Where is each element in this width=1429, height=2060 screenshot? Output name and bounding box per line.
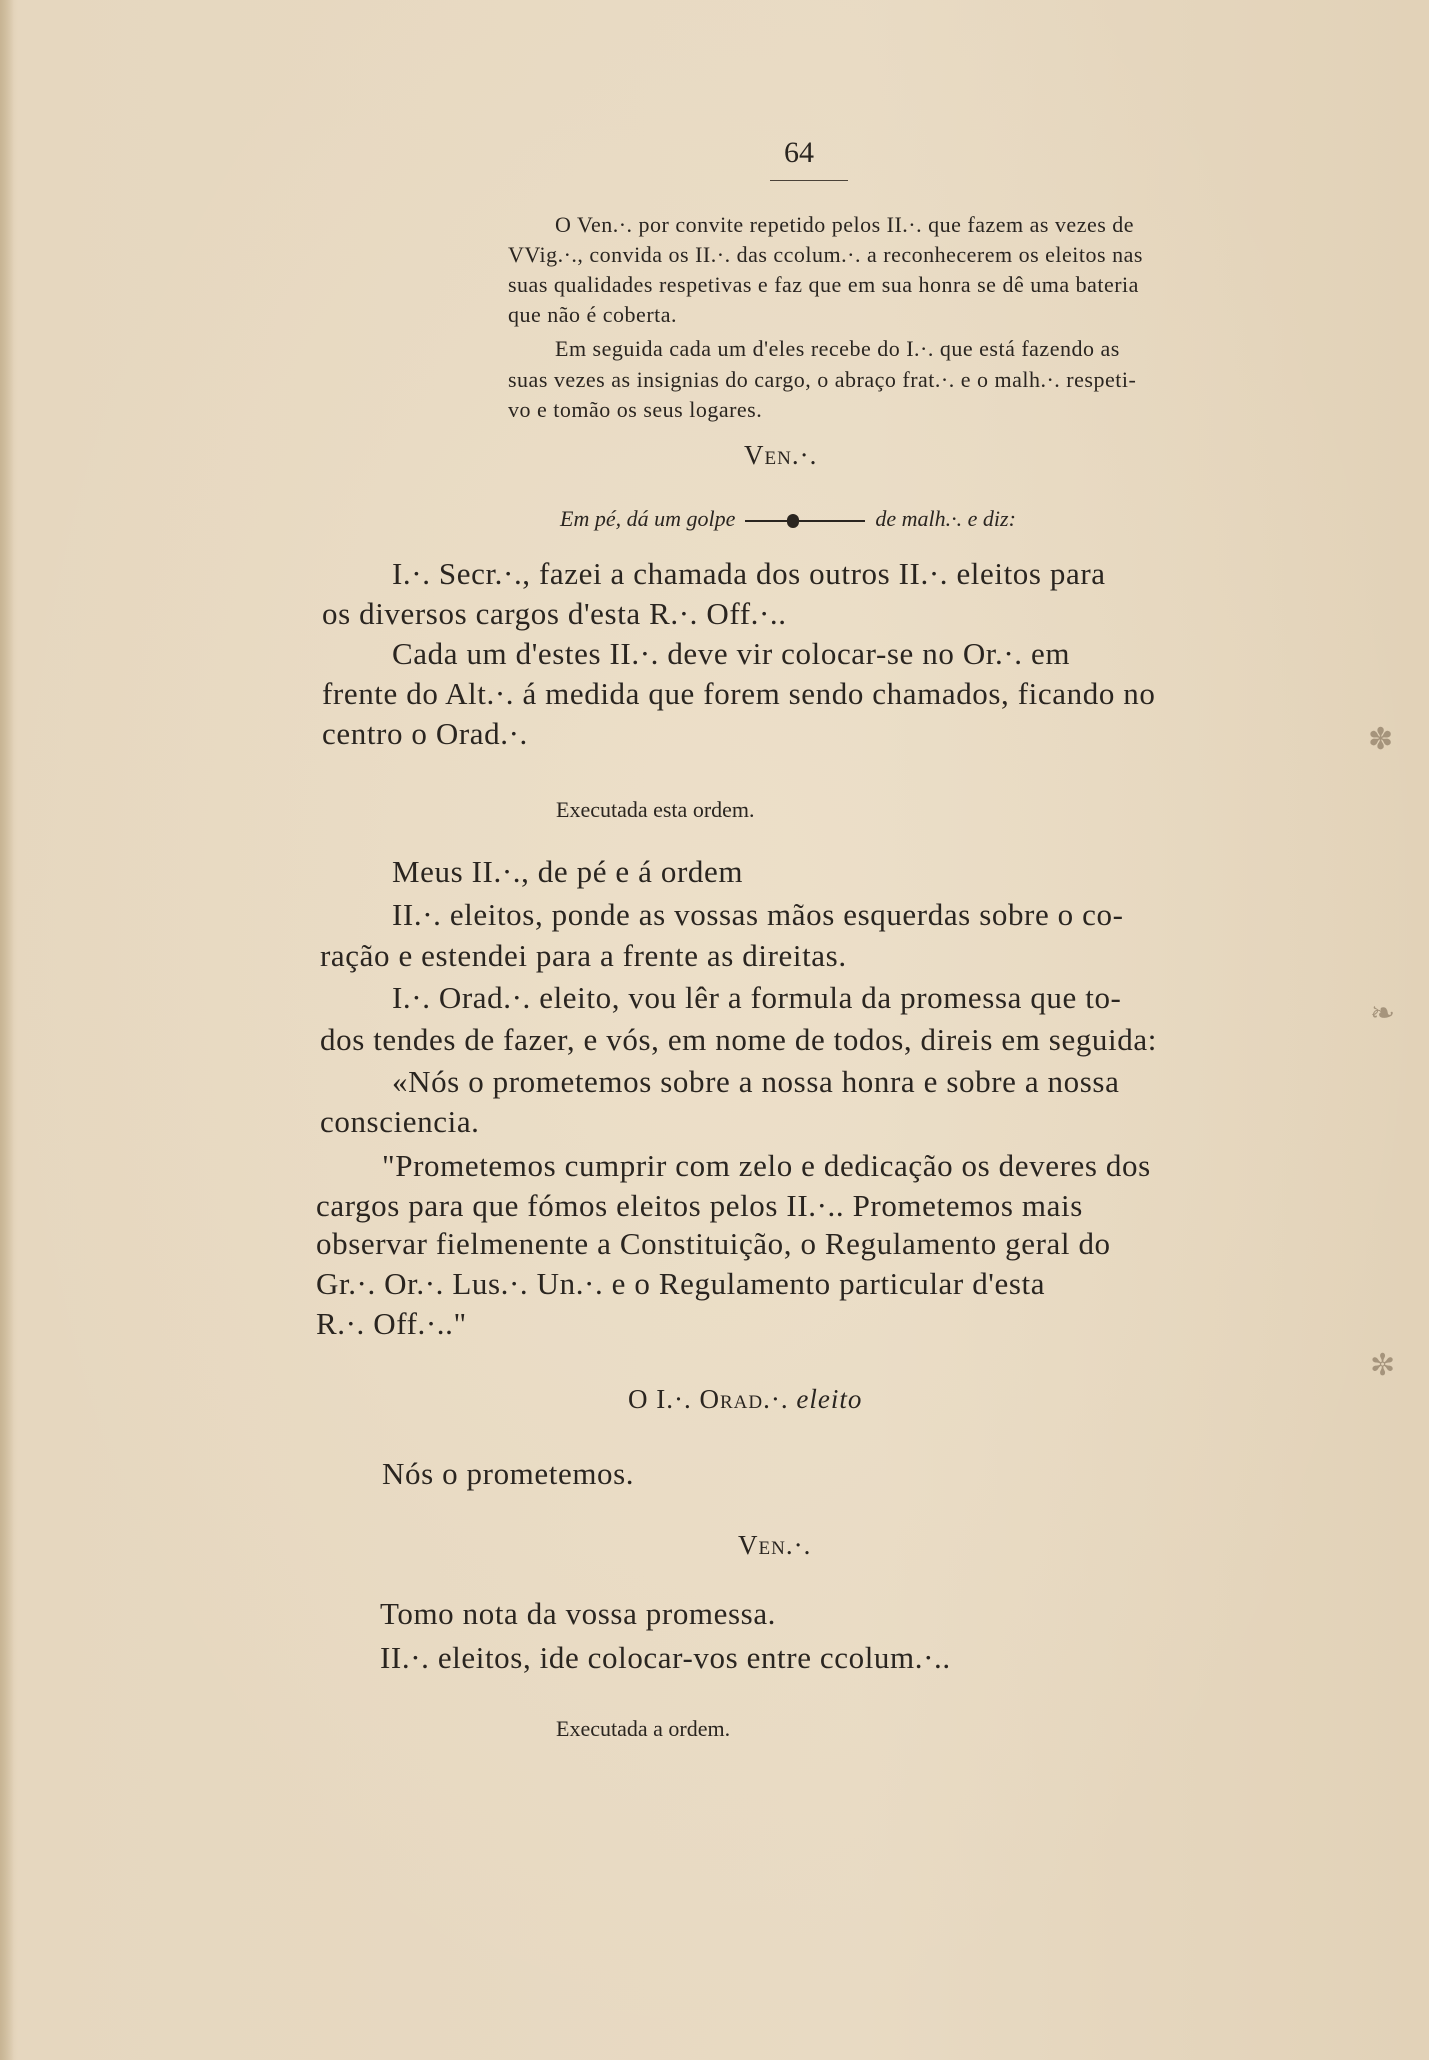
- stage-direction: Executada a ordem.: [556, 1716, 731, 1741]
- text-line: frente do Alt.·. á medida que forem sendo chamados, ficando no: [322, 676, 1156, 711]
- text-line: R.·. Off.·..": [316, 1306, 467, 1341]
- speaker-heading: Ven.·.: [744, 440, 818, 470]
- text-line: Gr.·. Or.·. Lus.·. Un.·. e o Regulamento particular d'esta: [316, 1266, 1046, 1301]
- text-line: que não é coberta.: [508, 302, 678, 327]
- text-line: VVig.·., convida os II.·. das ccolum.·. a reconhecerem os eleitos nas: [508, 242, 1143, 267]
- text-line: cargos para que fómos eleitos pelos II.·.. Prometemos mais: [316, 1188, 1083, 1223]
- text-line: suas vezes as insignias do cargo, o abraço frat.·. e o malh.·. respeti-: [508, 367, 1137, 392]
- gavel-icon: [745, 520, 865, 522]
- page-number-rule: [770, 180, 848, 181]
- text-line: Meus II.·., de pé e á ordem: [392, 854, 744, 889]
- text-line: II.·. eleitos, ponde as vossas mãos esquerdas sobre o co-: [392, 897, 1124, 932]
- text-line: I.·. Secr.·., fazei a chamada dos outros II.·. eleitos para: [392, 556, 1106, 591]
- stage-direction-text: de malh.·. e diz:: [875, 506, 1016, 531]
- text-line: "Prometemos cumprir com zelo e dedicação os deveres dos: [382, 1148, 1151, 1183]
- page-edge: [0, 0, 14, 2060]
- text-line: suas qualidades respetivas e faz que em sua honra se dê uma bateria: [508, 272, 1139, 297]
- stage-direction-text: Em pé, dá um golpe: [560, 506, 736, 531]
- speaker-heading: [628, 1384, 862, 1415]
- speaker-qualifier: eleito: [796, 1384, 863, 1414]
- text-line: II.·. eleitos, ide colocar-vos entre ccolum.·..: [380, 1640, 951, 1675]
- speaker-heading: Ven.·.: [738, 1530, 812, 1560]
- ink-stain: ❧: [1370, 997, 1396, 1030]
- page-number: 64: [784, 136, 814, 169]
- text-line: O Ven.·. por convite repetido pelos II.·. que fazem as vezes de: [555, 212, 1135, 237]
- text-line: Em seguida cada um d'eles recebe do I.·. que está fazendo as: [555, 336, 1120, 361]
- speaker-name: O I.·. Orad.·.: [628, 1384, 789, 1414]
- ink-stain: ✼: [1370, 1349, 1396, 1382]
- stage-direction: Executada esta ordem.: [556, 797, 755, 822]
- text-line: Cada um d'estes II.·. deve vir colocar-se no Or.·. em: [392, 636, 1071, 671]
- text-line: dos tendes de fazer, e vós, em nome de todos, direis em seguida:: [320, 1022, 1157, 1057]
- text-line: I.·. Orad.·. eleito, vou lêr a formula da promessa que to-: [392, 980, 1122, 1015]
- text-line: consciencia.: [320, 1104, 480, 1139]
- text-line: Tomo nota da vossa promessa.: [380, 1596, 777, 1631]
- text-line: os diversos cargos d'esta R.·. Off.·..: [322, 596, 787, 631]
- text-line: observar fielmenente a Constituição, o Regulamento geral do: [316, 1226, 1111, 1261]
- ink-stain: ✽: [1368, 723, 1394, 756]
- stage-direction: [560, 506, 1016, 532]
- text-line: Nós o prometemos.: [382, 1456, 635, 1491]
- text-line: centro o Orad.·.: [322, 716, 528, 751]
- text-line: ração e estendei para a frente as direitas.: [320, 938, 847, 973]
- text-line: «Nós o prometemos sobre a nossa honra e sobre a nossa: [392, 1064, 1120, 1099]
- text-line: vo e tomão os seus logares.: [508, 397, 763, 422]
